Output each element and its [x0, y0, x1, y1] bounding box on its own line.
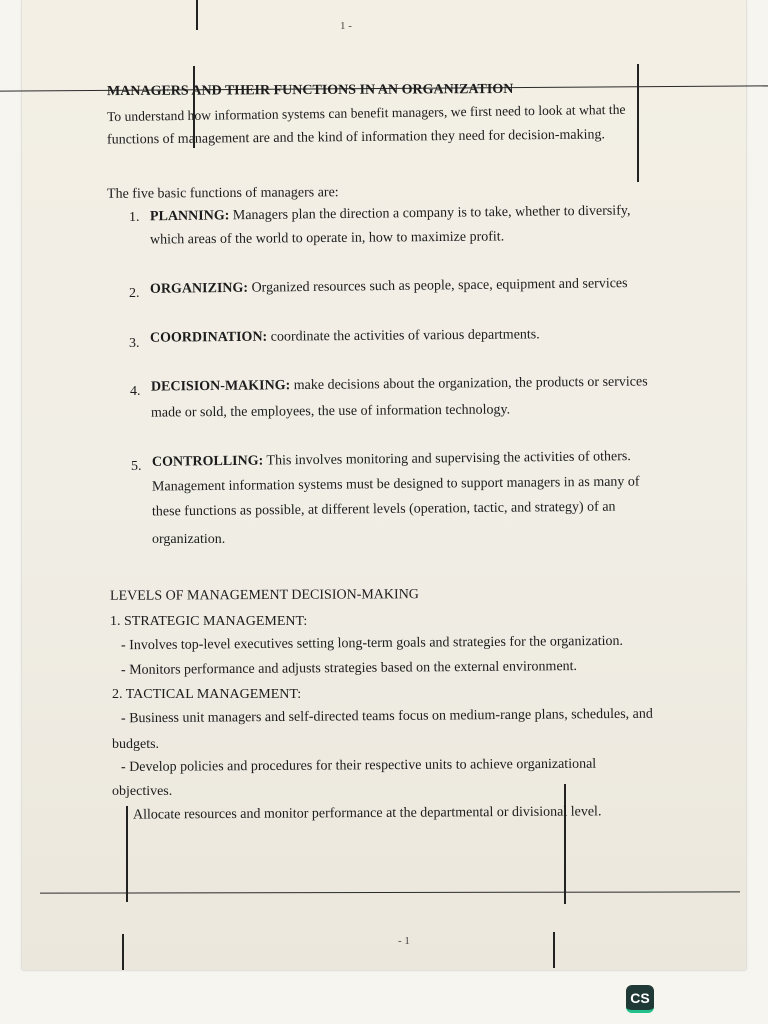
list-number: 5. — [131, 459, 142, 474]
crop-mark — [196, 0, 198, 30]
crop-mark — [122, 934, 124, 970]
list-intro: The five basic functions of managers are: — [106, 185, 339, 202]
function-description: these functions as possible, at different levels (operation, tactic, and strategy) of an — [151, 499, 616, 520]
level-bullet: - Involves top-level executives setting long-term goals and strategies for the organization. — [120, 633, 624, 654]
crop-mark — [637, 64, 639, 182]
level-bullet: - Business unit managers and self-directed teams focus on medium-range plans, schedules, and — [120, 706, 653, 727]
crop-mark — [126, 806, 128, 902]
function-term: DECISION-MAKING: — [150, 378, 291, 395]
function-description: coordinate the activities of various departments. — [270, 327, 540, 345]
level-bullet: - Develop policies and procedures for their respective units to achieve organizational — [120, 756, 597, 775]
level-bullet: budgets. — [112, 737, 160, 752]
level-bullet: objectives. — [112, 784, 173, 799]
list-number: 4. — [130, 384, 141, 399]
level-heading: 1. STRATEGIC MANAGEMENT: — [110, 614, 308, 629]
level-bullet: - Monitors performance and adjusts strategies based on the external environment. — [120, 659, 578, 678]
function-term: CONTROLLING: — [151, 453, 264, 470]
crop-mark — [553, 932, 555, 968]
list-number: 2. — [129, 286, 140, 301]
crop-mark — [564, 784, 566, 904]
level-bullet: Allocate resources and monitor performance at the departmental or divisional level. — [132, 804, 602, 823]
function-description: Management information systems must be designed to support managers in as many of — [151, 474, 640, 495]
function-description: This involves monitoring and supervising the activities of others. — [266, 449, 631, 469]
function-term: PLANNING: — [149, 208, 230, 225]
page-mark-bottom: - 1 — [398, 935, 410, 947]
function-description: which areas of the world to operate in, how to maximize profit. — [149, 229, 505, 248]
level-heading: 2. TACTICAL MANAGEMENT: — [112, 687, 302, 702]
function-description: Organized resources such as people, space, equipment and services — [251, 276, 628, 296]
list-number: 3. — [129, 336, 140, 351]
page-mark-top: 1 - — [340, 20, 352, 32]
intro-text: functions of management are and the kind of information they need for decision-making. — [106, 127, 606, 148]
function-description: make decisions about the organization, the products or services — [293, 374, 648, 394]
intro-text: To understand how information systems can benefit managers, we first need to look at what the — [106, 101, 626, 125]
function-term: ORGANIZING: — [149, 280, 249, 297]
function-description: Managers plan the direction a company is to take, whether to diversify, — [232, 203, 631, 224]
section-title: LEVELS OF MANAGEMENT DECISION-MAKING — [109, 587, 419, 604]
section-title: MANAGERS AND THEIR FUNCTIONS IN AN ORGANIZATION — [106, 81, 514, 100]
camscanner-logo: CS — [626, 985, 654, 1013]
function-term: COORDINATION: — [149, 329, 268, 346]
function-description: organization. — [152, 532, 226, 547]
function-description: made or sold, the employees, the use of information technology. — [150, 402, 511, 421]
list-number: 1. — [129, 210, 140, 225]
function-item — [150, 326, 540, 347]
